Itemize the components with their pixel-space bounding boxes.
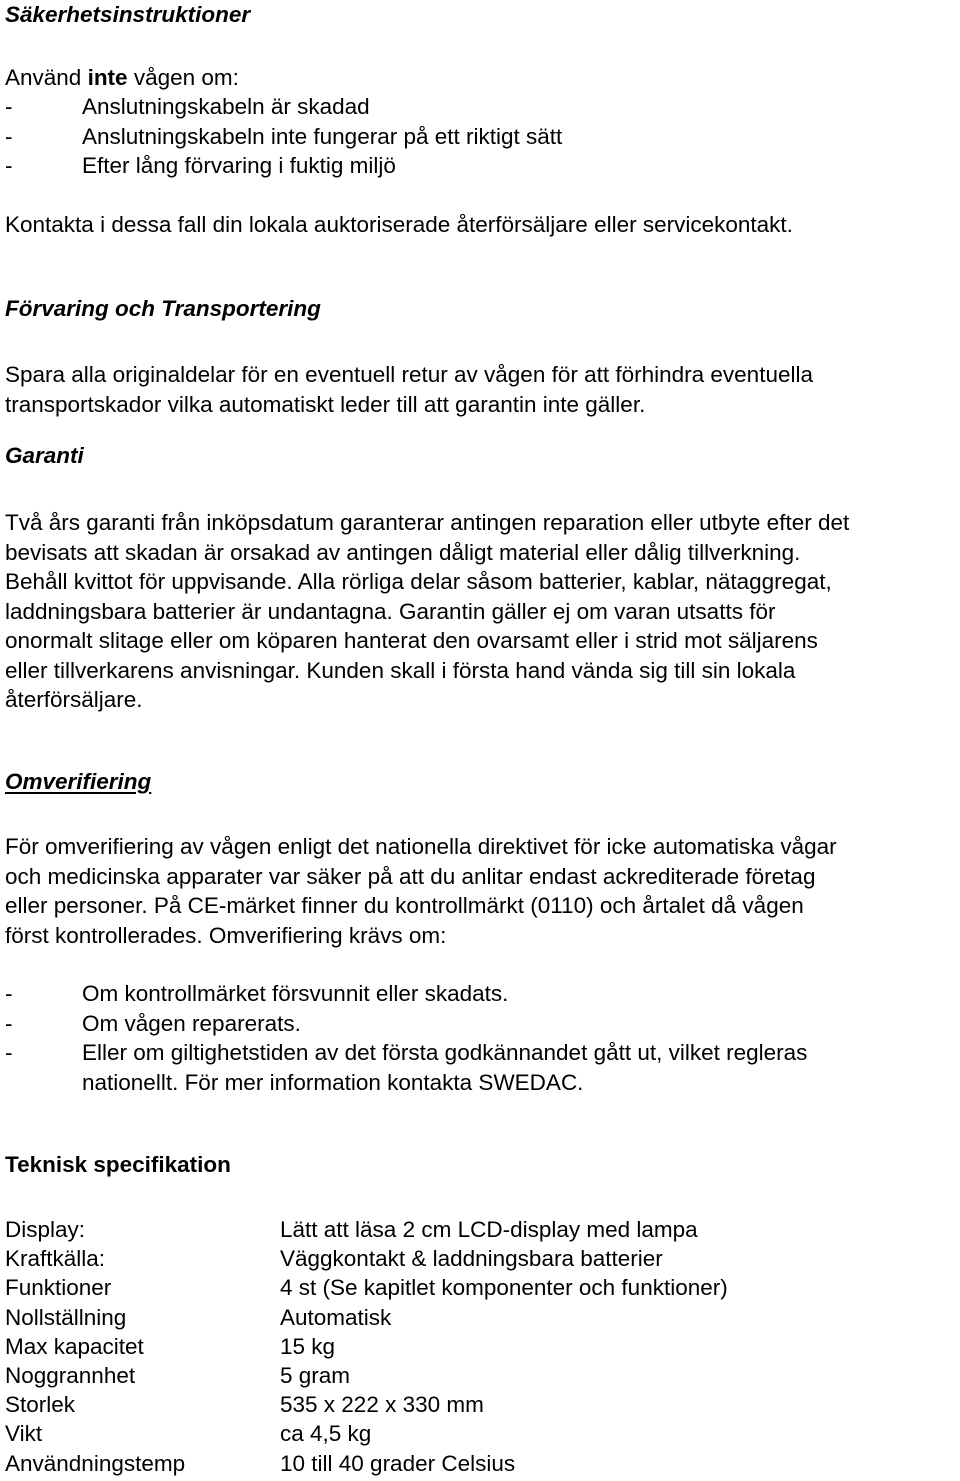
- spec-value: Väggkontakt & laddningsbara batterier: [280, 1246, 663, 1272]
- reverification-list: [5, 979, 807, 1097]
- spec-value: Automatisk: [280, 1304, 392, 1330]
- spec-value: 4 st (Se kapitlet komponenter och funktioner): [280, 1275, 728, 1301]
- spec-label: Storlek: [5, 1392, 76, 1418]
- safety-list: [5, 92, 562, 181]
- warranty-paragraph: Två års garanti från inköpsdatum garanterar antingen reparation eller utbyte efter det bevisats att skadan är orsakad av antingen dåligt material eller dålig tillverkning. Behåll kvittot för uppvisande. Alla rörliga delar såsom batterier, kablar, nätaggregat, laddningsbara batterier är undantagna. Garantin gäller ej om varan utsatts för onormalt slitage eller om köparen hanterat den ovarsamt eller i strid mot säljarens eller tillverkarens anvisningar. Kunden skall i första hand vända sig till sin lokala återförsäljare.: [5, 510, 850, 712]
- spec-label: Kraftkälla:: [5, 1246, 106, 1272]
- safety-intro-post: vågen om:: [127, 65, 239, 90]
- spec-row: [5, 1419, 950, 1448]
- reverification-heading: Omverifiering: [5, 769, 152, 794]
- spec-label: Nollställning: [5, 1304, 127, 1330]
- storage-paragraph: Spara alla originaldelar för en eventuell retur av vågen för att förhindra eventuella transportskador vilka automatiskt leder till att garantin inte gäller.: [5, 362, 813, 417]
- spec-value: Lätt att läsa 2 cm LCD-display med lampa: [280, 1217, 698, 1242]
- spec-label: Max kapacitet: [5, 1333, 144, 1359]
- spec-value: 10 till 40 grader Celsius: [280, 1450, 516, 1476]
- spec-row: [5, 1390, 950, 1419]
- spec-label: Vikt: [5, 1421, 43, 1447]
- spec-value: ca 4,5 kg: [280, 1421, 372, 1447]
- spec-label: Noggrannhet: [5, 1362, 136, 1388]
- specs-heading: Teknisk specifikation: [5, 1152, 231, 1177]
- spec-value: 15 kg: [280, 1333, 336, 1359]
- list-item: - Efter lång förvaring i fuktig miljö: [5, 153, 396, 178]
- safety-contact: Kontakta i dessa fall din lokala auktoriserade återförsäljare eller servicekontakt.: [5, 212, 793, 237]
- spec-value: 5 gram: [280, 1362, 351, 1388]
- spec-label: Användningstemp: [5, 1450, 186, 1476]
- storage-heading: Förvaring och Transportering: [5, 296, 321, 321]
- list-item: - Anslutningskabeln är skadad: [5, 94, 370, 119]
- specs-table: [5, 1215, 950, 1478]
- safety-intro-bold: inte: [87, 65, 128, 90]
- spec-row: [5, 1449, 950, 1478]
- safety-intro: [5, 63, 239, 93]
- list-item: - Om kontrollmärket försvunnit eller skadats.: [5, 981, 509, 1006]
- reverification-paragraph: För omverifiering av vågen enligt det nationella direktivet för icke automatiska vågar och medicinska apparater var säker på att du anlitar endast ackrediterade företag eller personer. På CE-märket finner du kontrollmärkt (0110) och årtalet då vågen först kontrollerades. Omverifiering krävs om:: [5, 834, 837, 948]
- list-item: - Anslutningskabeln inte fungerar på ett riktigt sätt: [5, 123, 563, 149]
- spec-row: [5, 1361, 950, 1390]
- safety-intro-pre: Använd: [5, 65, 88, 90]
- safety-heading: Säkerhetsinstruktioner: [5, 2, 251, 27]
- list-item: - Om vågen reparerats.: [5, 1010, 301, 1036]
- spec-label: Funktioner: [5, 1275, 112, 1301]
- list-item-continuation: nationellt. För mer information kontakta SWEDAC.: [82, 1069, 584, 1095]
- spec-row: [5, 1332, 950, 1361]
- spec-value: 535 x 222 x 330 mm: [280, 1392, 484, 1418]
- spec-row: [5, 1273, 950, 1302]
- spec-row: [5, 1244, 950, 1273]
- spec-row: [5, 1303, 950, 1332]
- spec-label: Display:: [5, 1217, 86, 1242]
- spec-row: [5, 1215, 950, 1244]
- warranty-heading: Garanti: [5, 443, 84, 468]
- list-item: - Eller om giltighetstiden av det första godkännandet gått ut, vilket regleras: [5, 1040, 808, 1065]
